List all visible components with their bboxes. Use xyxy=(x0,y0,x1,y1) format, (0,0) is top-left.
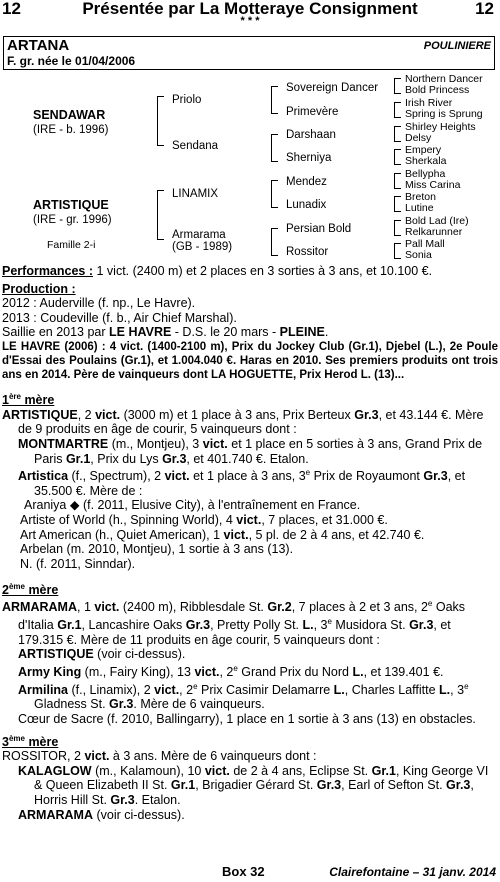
lot-number-left: 12 xyxy=(2,0,21,18)
pedigree-gen4: Bold Princess xyxy=(405,84,470,96)
produce-entry: ARTISTIQUE (voir ci-dessus). xyxy=(18,647,186,662)
pedigree-gen3: Lunadix xyxy=(286,199,327,211)
saillie-line: Saillie en 2013 par LE HAVRE - D.S. le 20 mars - PLEINE. xyxy=(2,325,329,340)
pedigree-gen3: Rossitor xyxy=(286,246,329,258)
stallion-note: LE HAVRE (2006) : 4 vict. (1400-2100 m), Prix du Jockey Club (Gr.1), Djebel (L.), 2e Poule d'Essai des Poulains (Gr.1), et 1.004.040 €. Haras en 2010. Ses premiers produits ont trois ans en 2014. Père de vainqueurs dont LA HOGUETTE, Prix Herod L. (13)... xyxy=(2,340,498,381)
pedigree-gen4: Bold Lad (Ire) xyxy=(405,215,469,227)
third-dam-heading: 3ème mère xyxy=(2,733,59,749)
horse-name-box xyxy=(3,36,495,70)
pedigree-bracket xyxy=(271,180,278,208)
pedigree-gen3: Sovereign Dancer xyxy=(286,82,379,94)
pedigree-gen4: Sherkala xyxy=(405,155,447,167)
produce-entry: Artistica (f., Spectrum), 2 vict. et 1 place à 3 ans, 3e Prix de Royaumont Gr.3, et 35.500 €. Mère de : xyxy=(18,468,466,498)
pedigree-gen3: Sherniya xyxy=(286,152,332,164)
family-note: Famille 2-i xyxy=(47,239,96,251)
horse-category: POULINIERE xyxy=(423,40,491,52)
sire-name: SENDAWAR xyxy=(33,108,106,122)
pedigree-bracket xyxy=(394,78,401,94)
produce-entry: Armilina (f., Linamix), 2 vict., 2e Prix Casimir Delamarre L., Charles Laffitte L., 3e Gladness St. Gr.3. Mère de 6 vainqueurs. xyxy=(18,681,469,712)
pedigree-gen4: Relkarunner xyxy=(405,226,463,238)
catalogue-text xyxy=(2,264,498,822)
sale-info: Clairefontaine – 31 janv. 2014 xyxy=(329,865,496,879)
pedigree-bracket xyxy=(157,96,164,146)
produce-entry: MONTMARTRE (m., Montjeu), 3 vict. et 1 place en 5 sorties à 3 ans, Grand Prix de Paris Gr.1, Prix du Lys Gr.3, et 401.740 €. Etalon. xyxy=(18,436,483,466)
pedigree-gen3: Darshaan xyxy=(286,129,336,141)
pedigree-gen4: Empery xyxy=(405,144,442,156)
pedigree-bracket xyxy=(394,220,401,236)
lot-number-right: 12 xyxy=(475,0,494,18)
produce-entry: Cœur de Sacre (f. 2010, Ballingarry), 1 place en 1 sortie à 3 ans (13) en obstacles. xyxy=(18,711,476,726)
pedigree-gen2: LINAMIX xyxy=(172,188,219,200)
production-line: 2012 : Auderville (f. np., Le Havre). xyxy=(2,296,196,311)
production-line: 2013 : Coudeville (f. b., Air Chief Marshal). xyxy=(2,310,237,325)
page-header xyxy=(0,0,500,30)
pedigree-bracket xyxy=(157,190,164,240)
pedigree-bracket xyxy=(394,243,401,259)
dam-info: (IRE - gr. 1996) xyxy=(33,214,112,226)
horse-name: ARTANA xyxy=(7,37,70,54)
pedigree-gen4: Breton xyxy=(405,191,436,203)
pedigree-bracket xyxy=(271,134,278,162)
dam-name: ARTISTIQUE xyxy=(33,198,109,212)
produce-entry: Arbelan (m. 2010, Montjeu), 1 sortie à 3 ans (13). xyxy=(20,542,294,557)
third-dam-entry: ROSSITOR, 2 vict. à 3 ans. Mère de 6 vainqueurs dont : xyxy=(2,749,317,764)
pedigree-bracket xyxy=(394,126,401,142)
produce-entry: KALAGLOW (m., Kalamoun), 10 vict. de 2 à 4 ans, Eclipse St. Gr.1, King George VI & Queen Elizabeth II St. Gr.1, Brigadier Gérard St. Gr.3, Earl of Sefton St. Gr.3, Horris Hill St. Gr.3. Etalon. xyxy=(18,763,489,808)
pedigree-gen4: Sonia xyxy=(405,249,432,261)
horse-description: F. gr. née le 01/04/2006 xyxy=(7,54,136,68)
pedigree-bracket xyxy=(394,196,401,212)
second-dam-entry: ARMARAMA, 1 vict. (2400 m), Ribblesdale St. Gr.2, 7 places à 2 et 3 ans, 2e Oaks d'Italia Gr.1, Lancashire Oaks Gr.3, Pretty Polly St. L., 3e Musidora St. Gr.3, et 179.315 €. Mère de 11 produits en âge courir, 5 vainqueurs dont : xyxy=(2,599,466,647)
pedigree-gen4: Lutine xyxy=(405,202,434,214)
pedigree-gen4: Irish River xyxy=(405,97,453,109)
pedigree-bracket xyxy=(394,102,401,118)
sire-info: (IRE - b. 1996) xyxy=(33,124,109,136)
pedigree-gen4: Miss Carina xyxy=(405,179,461,191)
pedigree-gen2: Priolo xyxy=(172,94,202,106)
pedigree-bracket xyxy=(271,228,278,256)
first-dam-heading: 1ère mère xyxy=(2,391,55,408)
pedigree-bracket xyxy=(271,86,278,114)
pedigree-gen3: Persian Bold xyxy=(286,223,352,235)
produce-entry: Art American (h., Quiet American), 1 vict., 5 pl. de 2 à 4 ans, et 42.740 €. xyxy=(20,527,425,542)
pedigree-gen3: Primevère xyxy=(286,106,339,118)
pedigree-gen4: Northern Dancer xyxy=(405,73,483,85)
header-stars: * * * xyxy=(240,15,260,27)
consignor-title: Présentée par La Motteraye Consignment xyxy=(82,0,418,18)
produce-entry: Araniya ◆ (f. 2011, Elusive City), à l'entraînement en France. xyxy=(24,498,361,513)
pedigree-gen2-info: (GB - 1989) xyxy=(172,241,233,253)
produce-entry: N. (f. 2011, Sinndar). xyxy=(20,556,136,571)
pedigree-gen4: Shirley Heights xyxy=(405,121,476,133)
pedigree-gen4: Bellypha xyxy=(405,168,446,180)
performances-line: Performances : 1 vict. (2400 m) et 2 places en 3 sorties à 3 ans, et 10.100 €. xyxy=(2,264,433,278)
pedigree-bracket xyxy=(394,149,401,165)
page-footer xyxy=(0,864,500,882)
pedigree-gen4: Delsy xyxy=(405,132,432,144)
produce-entry: ARMARAMA (voir ci-dessus). xyxy=(18,807,185,822)
pedigree-gen3: Mendez xyxy=(286,176,327,188)
produce-entry: Artiste of World (h., Spinning World), 4 vict., 7 places, et 31.000 €. xyxy=(20,513,388,528)
box-number: Box 32 xyxy=(222,864,265,879)
second-dam-heading: 2ème mère xyxy=(2,581,59,597)
pedigree-gen2: Sendana xyxy=(172,140,219,152)
production-heading: Production : xyxy=(2,281,76,296)
pedigree-gen2: Armarama xyxy=(172,229,226,241)
produce-entry: Army King (m., Fairy King), 13 vict., 2e Grand Prix du Nord L., et 139.401 €. xyxy=(18,663,444,679)
pedigree-table xyxy=(0,72,500,264)
pedigree-bracket xyxy=(394,173,401,189)
pedigree-gen4: Spring is Sprung xyxy=(405,108,483,120)
pedigree-gen4: Pall Mall xyxy=(405,238,445,250)
first-dam-entry: ARTISTIQUE, 2 vict. (3000 m) et 1 place à 3 ans, Prix Berteux Gr.3, et 43.144 €. Mère de 9 produits en âge de courir, 5 vainqueurs dont : xyxy=(2,407,484,437)
